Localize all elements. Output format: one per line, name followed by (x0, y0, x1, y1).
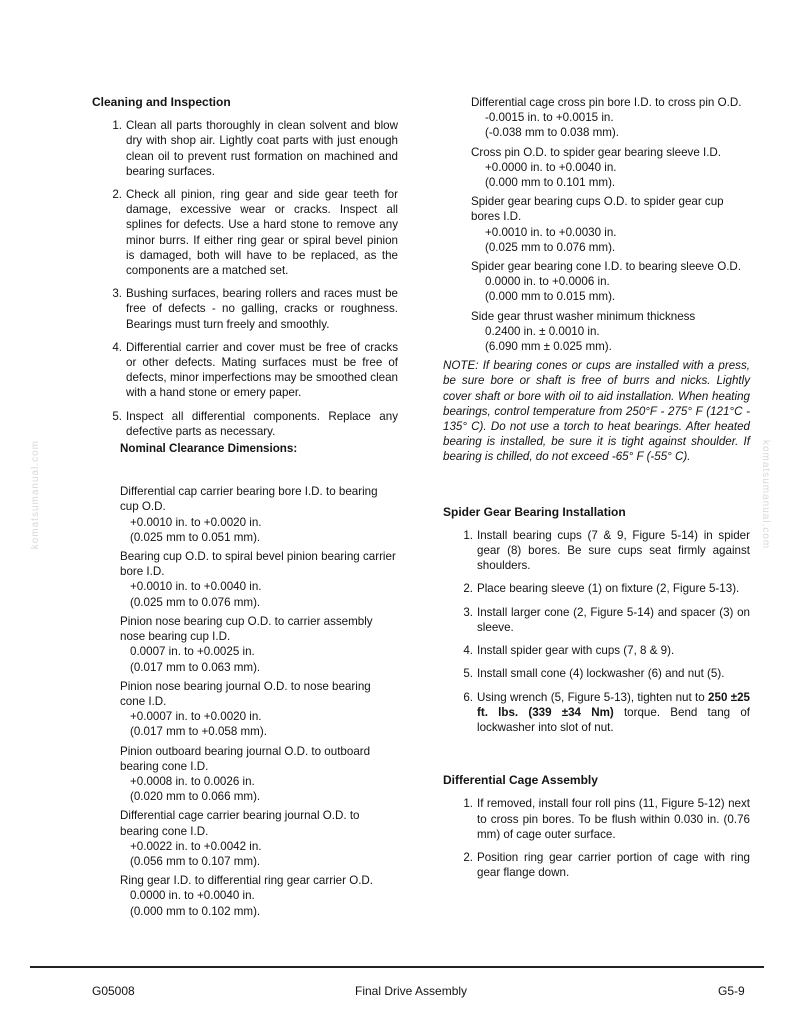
right-column (443, 95, 750, 888)
list-item: 4. Install spider gear with cups (7, 8 & 9). (463, 644, 675, 658)
watermark-left: komatsumanual.com (30, 440, 41, 550)
footer-doc-code: G05008 (92, 984, 135, 998)
spec-value-mm: (0.056 mm to 0.107 mm). (130, 854, 261, 868)
spec-value-in: +0.0008 in. to 0.0026 in. (130, 774, 255, 788)
spec-value-mm: (6.090 mm ± 0.025 mm). (485, 340, 612, 354)
spec-entry (120, 744, 398, 805)
list-item: 4. Differential carrier and cover must be free of cracks or other defects. Mating surfaces must be free of defects, minor imperfections may be smoothed clean with a hand stone or emery paper. (112, 340, 398, 400)
spec-value-mm: (0.025 mm to 0.051 mm). (130, 530, 261, 544)
spec-entry (471, 309, 750, 355)
list-item: 5. Inspect all differential components. Replace any defective parts as necessary. (112, 409, 398, 438)
section-heading-cage-assembly: Differential Cage Assembly (443, 773, 598, 788)
spec-label: Differential cage carrier bearing journal O.D. to bearing cone I.D. (120, 809, 360, 838)
spec-value-in: 0.2400 in. ± 0.0010 in. (485, 324, 600, 338)
spec-value-mm: (0.025 mm to 0.076 mm). (130, 595, 261, 609)
spec-label: Spider gear bearing cups O.D. to spider gear cup bores I.D. (471, 195, 724, 224)
spec-entry (471, 259, 750, 305)
spec-label: Differential cap carrier bearing bore I.D. to bearing cup O.D. (120, 485, 378, 514)
list-item: 3. Install larger cone (2, Figure 5-14) and spacer (3) on sleeve. (463, 605, 750, 634)
list-item: 2. Check all pinion, ring gear and side gear teeth for damage, excessive wear or cracks. Inspect all splines for defects. Use a hard stone to remove any minor burrs. If either ring gear or spiral bevel pinion is damaged, both will have to be replaced, as the components are a matched set. (112, 188, 398, 278)
spec-value-mm: (0.017 mm to +0.058 mm). (130, 725, 267, 739)
spec-entry (471, 194, 750, 255)
list-item: 1. Install bearing cups (7 & 9, Figure 5-14) in spider gear (8) bores. Be sure cups seat firmly against shoulders. (463, 528, 750, 573)
spec-value-mm: (0.020 mm to 0.066 mm). (130, 790, 261, 804)
spec-entry (120, 549, 398, 610)
spec-value-mm: (0.000 mm to 0.102 mm). (130, 904, 261, 918)
spec-entry (120, 484, 398, 545)
spec-value-in: +0.0010 in. to +0.0040 in. (130, 580, 262, 594)
footer-page-number: G5-9 (718, 984, 745, 998)
spec-value-mm: (0.017 mm to 0.063 mm). (130, 660, 261, 674)
watermark-right: komatsumanual.com (760, 440, 771, 550)
spec-entry (120, 679, 398, 740)
spec-label: Spider gear bearing cone I.D. to bearing sleeve O.D. (471, 260, 742, 274)
spec-value-in: -0.0015 in. to +0.0015 in. (485, 111, 614, 125)
spec-value-mm: (0.000 mm to 0.101 mm). (485, 176, 616, 190)
list-item: 3. Bushing surfaces, bearing rollers and races must be free of defects - no galling, cracks or roughness. Bearings must turn freely and smoothly. (112, 287, 398, 331)
spec-entry (471, 145, 750, 191)
spec-value-mm: (-0.038 mm to 0.038 mm). (485, 126, 620, 140)
section-heading-cleaning: Cleaning and Inspection (92, 95, 231, 109)
spec-label: Pinion nose bearing cup O.D. to carrier assembly nose bearing cup I.D. (120, 614, 373, 644)
clearance-subheading: Nominal Clearance Dimensions: (120, 442, 298, 456)
spec-entry (120, 808, 398, 869)
spec-entry (120, 873, 398, 919)
list-item: 2. Position ring gear carrier portion of cage with ring gear flange down. (463, 850, 750, 880)
spec-label: Cross pin O.D. to spider gear bearing sleeve I.D. (471, 145, 722, 159)
list-item: 1. If removed, install four roll pins (11, Figure 5-12) next to cross pin bores. To be flush within 0.030 in. (0.76 mm) of cage outer surface. (463, 797, 750, 841)
spec-label: Pinion outboard bearing journal O.D. to outboard bearing cone I.D. (120, 744, 371, 773)
spec-value-in: +0.0010 in. to +0.0020 in. (130, 515, 262, 529)
spec-value-in: +0.0000 in. to +0.0040 in. (485, 160, 617, 174)
list-item: 6. Using wrench (5, Figure 5-13), tighten nut to 250 ±25 ft. lbs. (339 ±34 Nm) torque. Bend tang of lockwasher into slot of nut. (463, 690, 750, 734)
bearing-note: NOTE: If bearing cones or cups are installed with a press, be sure bore or shaft is free of burrs and nicks. Lightly cover shaft or bore with oil to aid installation. When heating bearings, control temperature from 250°F - 275° F (121°C - 135° C). Do not use a torch to heat bearings. After heated bearing is installed, be sure it is tight against shoulder. If bearing is chilled, do not exceed -65° F (-55° C). (443, 359, 750, 464)
spec-label: Bearing cup O.D. to spiral bevel pinion bearing carrier bore I.D. (120, 550, 396, 579)
spec-label: Pinion nose bearing journal O.D. to nose bearing cone I.D. (120, 679, 371, 708)
list-item: 2. Place bearing sleeve (1) on fixture (2, Figure 5-13). (463, 582, 740, 596)
spec-value-mm: (0.025 mm to 0.076 mm). (485, 240, 616, 254)
spec-label: Ring gear I.D. to differential ring gear carrier O.D. (120, 874, 374, 888)
left-column (92, 95, 398, 923)
spec-value-in: 0.0007 in. to +0.0025 in. (130, 645, 255, 659)
spec-value-in: +0.0010 in. to +0.0030 in. (485, 225, 617, 239)
list-item: 1. Clean all parts thoroughly in clean solvent and blow dry with shop air. Lightly coat parts with just enough clean oil to prevent rust formation on machined and bearing surfaces. (112, 119, 398, 178)
spec-value-in: +0.0022 in. to +0.0042 in. (130, 839, 262, 853)
spec-value-in: 0.0000 in. to +0.0040 in. (130, 889, 255, 903)
list-item: 5. Install small cone (4) lockwasher (6) and nut (5). (463, 667, 725, 681)
footer-section-title: Final Drive Assembly (355, 984, 468, 998)
torque-spec: 250 ±25 ft. lbs. (339 ±34 Nm) (477, 690, 750, 719)
spec-entry (471, 95, 750, 141)
spec-value-in: +0.0007 in. to +0.0020 in. (130, 710, 262, 724)
section-heading-spider-gear: Spider Gear Bearing Installation (443, 504, 626, 519)
spec-label: Differential cage cross pin bore I.D. to cross pin O.D. (471, 96, 742, 109)
spec-entry (120, 614, 398, 675)
spec-value-mm: (0.000 mm to 0.015 mm). (485, 290, 616, 304)
footer-rule (30, 966, 764, 968)
spec-value-in: 0.0000 in. to +0.0006 in. (485, 275, 610, 289)
spec-label: Side gear thrust washer minimum thickness (471, 309, 696, 323)
